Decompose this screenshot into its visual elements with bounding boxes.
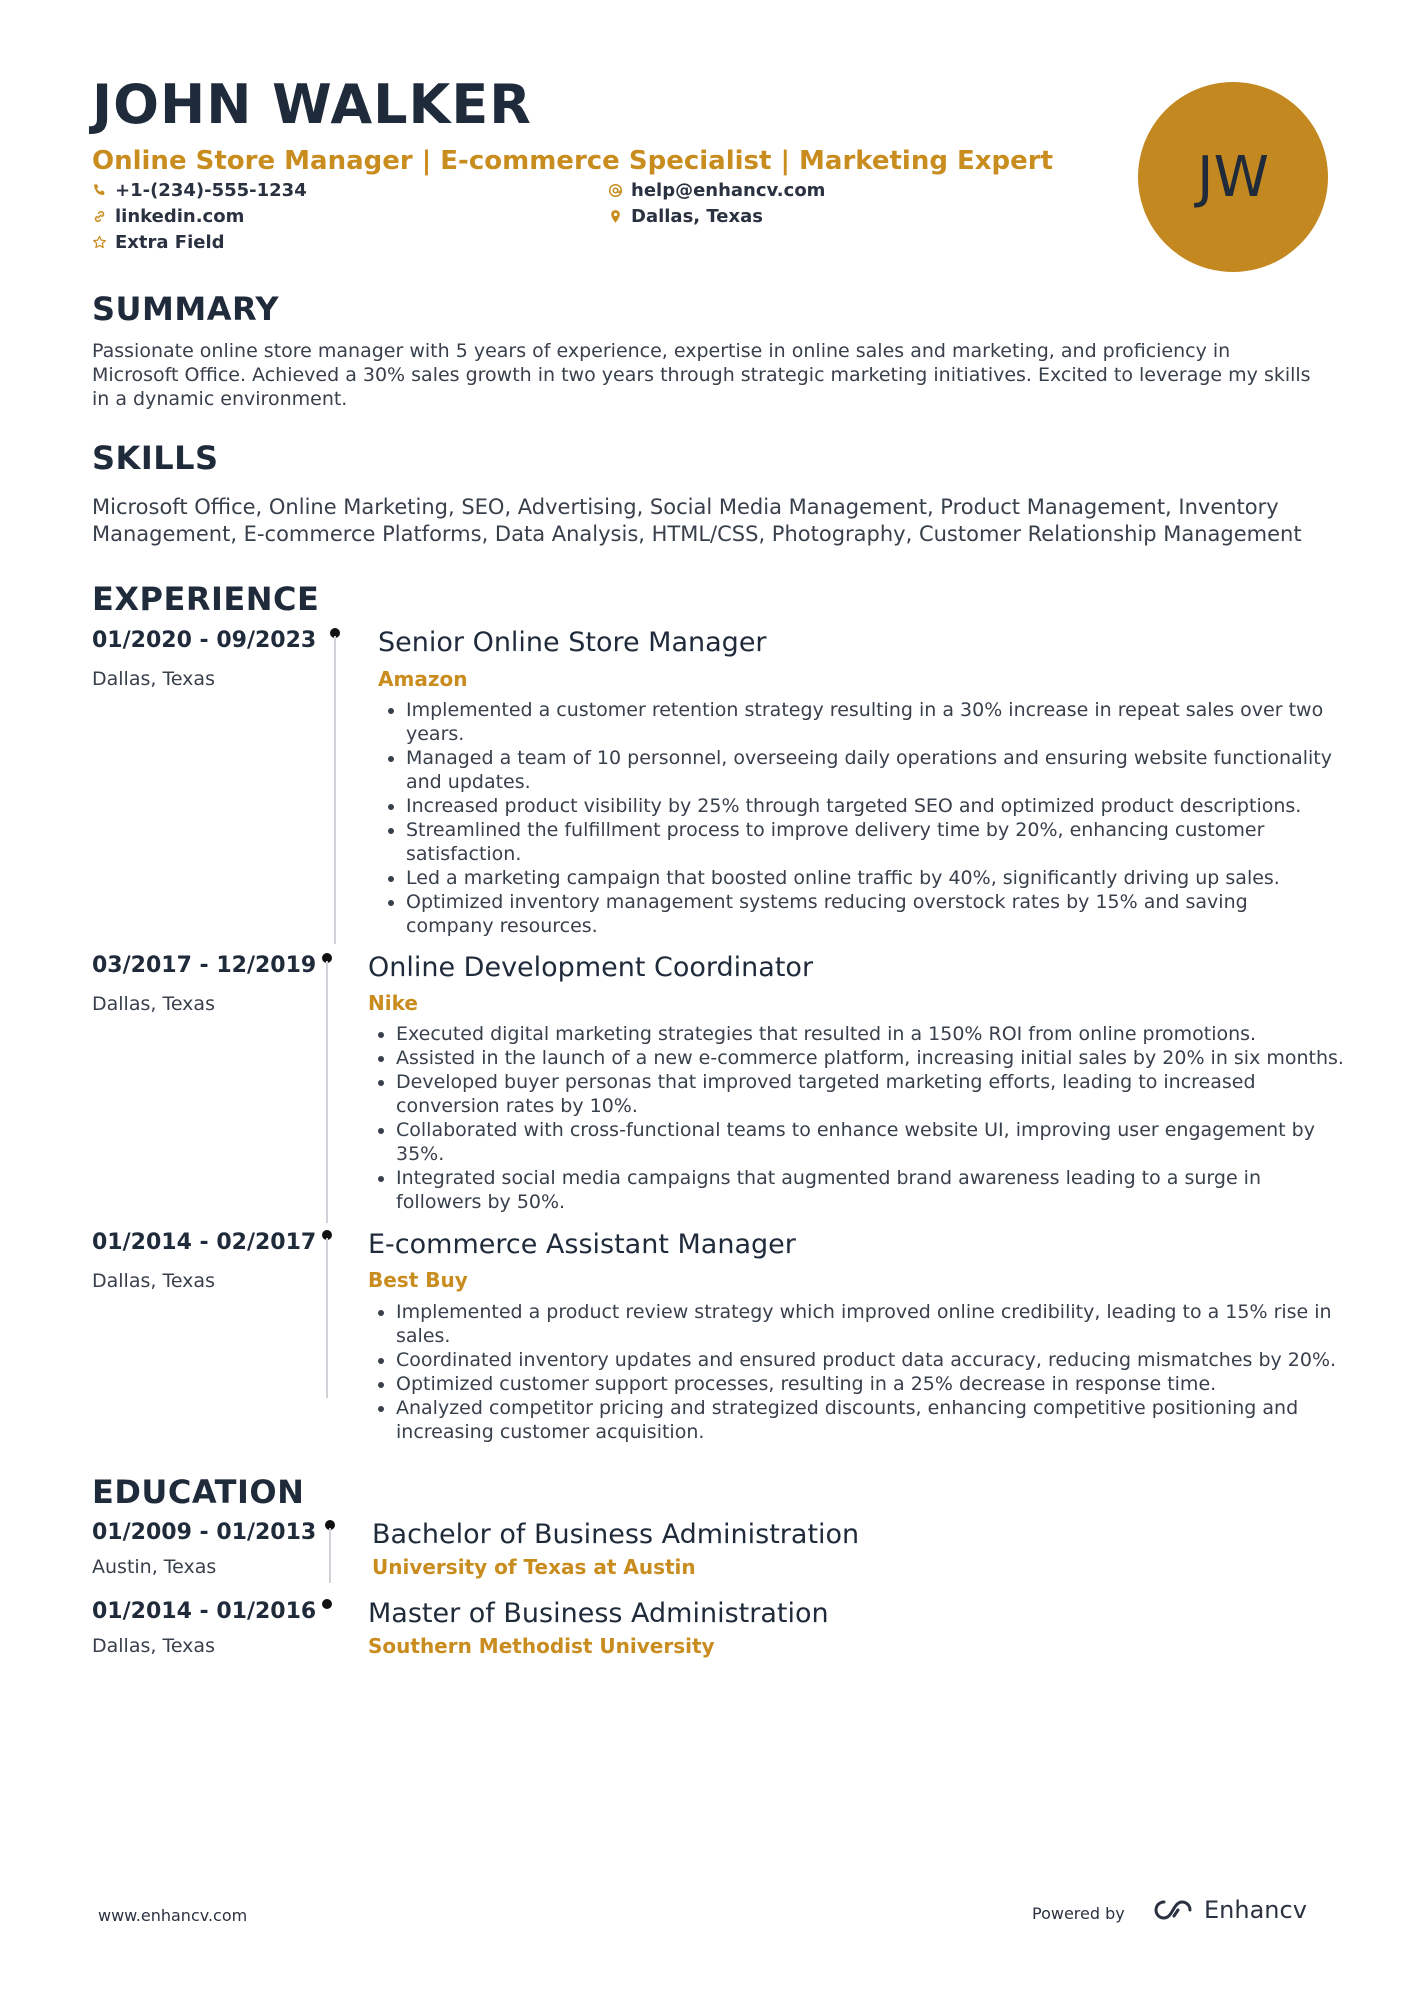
star-icon: [92, 235, 107, 250]
job-title: E-commerce Assistant Manager: [368, 1229, 796, 1260]
location-pin-icon: [608, 209, 623, 224]
avatar: [1138, 82, 1328, 272]
link-icon: [92, 209, 107, 224]
job-bullets: [368, 1022, 1346, 1214]
timeline-line: [334, 636, 336, 944]
contact-link[interactable]: [92, 206, 244, 227]
location-text: Dallas, Texas: [631, 206, 763, 227]
skills-heading: SKILLS: [92, 439, 219, 477]
contact-email[interactable]: [608, 180, 825, 201]
job-dates: 03/2017 - 12/2019: [92, 953, 317, 978]
timeline-line: [329, 1528, 331, 1583]
job-dates: 01/2020 - 09/2023: [92, 628, 317, 653]
experience-heading: EXPERIENCE: [92, 580, 320, 618]
list-item: • Managed a team of 10 personnel, overseeing daily operations and ensuring website functionality and updates.: [406, 746, 1336, 794]
list-item: • Led a marketing campaign that boosted online traffic by 40%, significantly driving up sales.: [406, 866, 1336, 890]
contact-location: [608, 206, 763, 227]
list-item: • Implemented a customer retention strategy resulting in a 30% increase in repeat sales over two years.: [406, 698, 1336, 746]
list-item: • Collaborated with cross-functional teams to enhance website UI, improving user engagement by 35%.: [396, 1118, 1346, 1166]
education-dates: 01/2009 - 01/2013: [92, 1520, 317, 1545]
job-location: Dallas, Texas: [92, 1270, 215, 1292]
job-bullets: [378, 698, 1336, 938]
job-company: Best Buy: [368, 1268, 468, 1292]
list-item: • Executed digital marketing strategies that resulted in a 150% ROI from online promotions.: [396, 1022, 1346, 1046]
skills-text: Microsoft Office, Online Marketing, SEO, Advertising, Social Media Management, Product Management, Inventory Management, E-commerce Platforms, Data Analysis, HTML/CSS, Photography, Customer Relationship Management: [92, 495, 1302, 546]
list-item: • Analyzed competitor pricing and strategized discounts, enhancing competitive positioning and increasing customer acquisition.: [396, 1396, 1346, 1444]
summary-heading: SUMMARY: [92, 290, 280, 328]
summary-text: Passionate online store manager with 5 years of experience, expertise in online sales and marketing, and proficiency in Microsoft Office. Achieved a 30% sales growth in two years through strategic marketing initiatives. Excited to leverage my skills in a dynamic environment.: [92, 340, 1311, 410]
degree-title: Bachelor of Business Administration: [372, 1519, 860, 1550]
school-name: University of Texas at Austin: [372, 1555, 696, 1579]
list-item: • Coordinated inventory updates and ensured product data accuracy, reducing mismatches by 20%.: [396, 1348, 1346, 1372]
list-item: • Integrated social media campaigns that augmented brand awareness leading to a surge in followers by 50%.: [396, 1166, 1346, 1214]
phone-text: +1-(234)-555-1234: [115, 180, 307, 201]
job-location: Dallas, Texas: [92, 993, 215, 1015]
list-item: • Assisted in the launch of a new e-commerce platform, increasing initial sales by 20% in six months.: [396, 1046, 1346, 1070]
job-location: Dallas, Texas: [92, 668, 215, 690]
job-title: Senior Online Store Manager: [378, 627, 767, 658]
timeline-line: [326, 1238, 328, 1398]
list-item: • Implemented a product review strategy which improved online credibility, leading to a 15% rise in sales.: [396, 1300, 1346, 1348]
link-text: linkedin.com: [115, 206, 245, 227]
phone-icon: [92, 183, 107, 198]
candidate-name: JOHN WALKER: [92, 73, 532, 136]
list-item: • Optimized customer support processes, resulting in a 25% decrease in response time.: [396, 1372, 1346, 1396]
email-text: help@enhancv.com: [631, 180, 826, 201]
footer-powered-by: Powered by: [1032, 1904, 1125, 1923]
degree-title: Master of Business Administration: [368, 1598, 829, 1629]
enhancv-logo-text: Enhancv: [1204, 1896, 1307, 1924]
contact-extra: [92, 232, 225, 253]
education-location: Dallas, Texas: [92, 1635, 215, 1657]
job-company: Amazon: [378, 667, 468, 691]
school-name: Southern Methodist University: [368, 1634, 715, 1658]
timeline-line: [326, 961, 328, 1223]
candidate-headline: Online Store Manager | E-commerce Specialist | Marketing Expert: [92, 146, 1054, 176]
job-company: Nike: [368, 991, 418, 1015]
timeline-dot: [322, 1599, 332, 1609]
education-dates: 01/2014 - 01/2016: [92, 1599, 317, 1624]
extra-field-text: Extra Field: [115, 232, 225, 253]
job-dates: 01/2014 - 02/2017: [92, 1230, 317, 1255]
list-item: • Optimized inventory management systems reducing overstock rates by 15% and saving company resources.: [406, 890, 1336, 938]
contact-phone: [92, 180, 307, 201]
education-heading: EDUCATION: [92, 1473, 305, 1511]
education-location: Austin, Texas: [92, 1556, 217, 1578]
avatar-initials: JW: [1197, 144, 1269, 210]
footer-website-link[interactable]: www.enhancv.com: [98, 1906, 248, 1925]
job-bullets: [368, 1300, 1346, 1444]
at-icon: [608, 183, 623, 198]
list-item: • Developed buyer personas that improved targeted marketing efforts, leading to increased conversion rates by 10%.: [396, 1070, 1346, 1118]
enhancv-logo-icon: [1150, 1896, 1198, 1924]
list-item: • Increased product visibility by 25% through targeted SEO and optimized product descriptions.: [406, 794, 1336, 818]
job-title: Online Development Coordinator: [368, 952, 814, 983]
enhancv-logo[interactable]: [1150, 1896, 1307, 1924]
list-item: • Streamlined the fulfillment process to improve delivery time by 20%, enhancing customer satisfaction.: [406, 818, 1336, 866]
